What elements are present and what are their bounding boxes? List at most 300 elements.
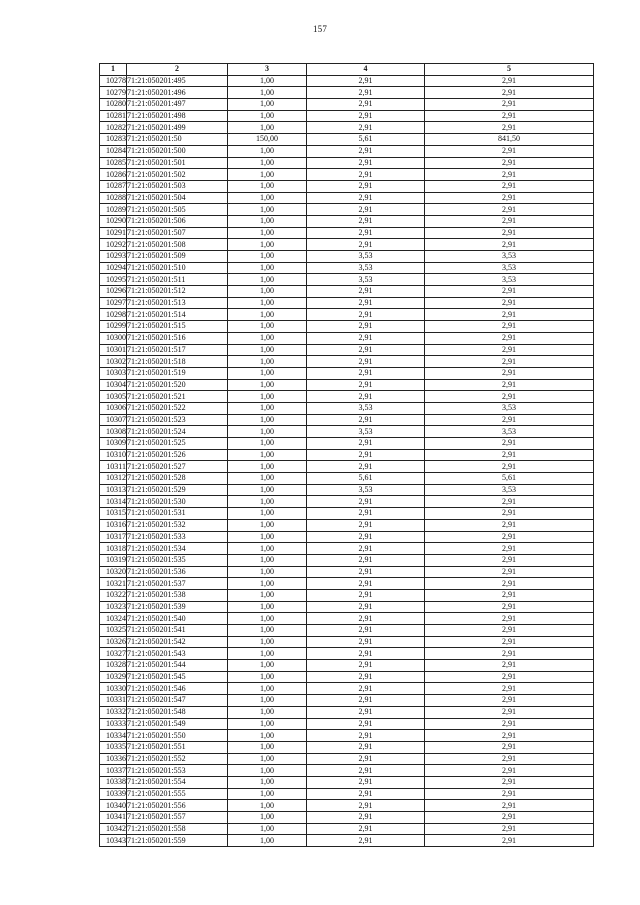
value-cell-3: 1,00 [228, 800, 307, 812]
value-cell-4: 2,91 [307, 765, 425, 777]
cadastral-number-cell: 71:21:050201:537 [127, 578, 228, 590]
value-cell-5: 2,91 [425, 438, 594, 450]
table-row [100, 262, 594, 274]
value-cell-5: 2,91 [425, 215, 594, 227]
cadastral-number-cell: 71:21:050201:525 [127, 438, 228, 450]
value-cell-5: 2,91 [425, 508, 594, 520]
value-cell-3: 1,00 [228, 367, 307, 379]
table-row [100, 402, 594, 414]
table-row [100, 461, 594, 473]
value-cell-5: 2,91 [425, 204, 594, 216]
value-cell-5: 2,91 [425, 648, 594, 660]
value-cell-4: 2,91 [307, 776, 425, 788]
row-number-cell: 10302 [100, 356, 127, 368]
table-row [100, 134, 594, 146]
cadastral-number-cell: 71:21:050201:546 [127, 683, 228, 695]
value-cell-5: 2,91 [425, 671, 594, 683]
value-cell-3: 1,00 [228, 636, 307, 648]
table-row [100, 683, 594, 695]
value-cell-5: 2,91 [425, 122, 594, 134]
table-row [100, 145, 594, 157]
value-cell-3: 1,00 [228, 122, 307, 134]
row-number-cell: 10298 [100, 309, 127, 321]
value-cell-4: 2,91 [307, 625, 425, 637]
table-row [100, 543, 594, 555]
row-number-cell: 10283 [100, 134, 127, 146]
value-cell-3: 1,00 [228, 75, 307, 87]
table-row [100, 823, 594, 835]
row-number-cell: 10334 [100, 730, 127, 742]
value-cell-4: 2,91 [307, 601, 425, 613]
cadastral-number-cell: 71:21:050201:533 [127, 531, 228, 543]
value-cell-5: 2,91 [425, 601, 594, 613]
cadastral-number-cell: 71:21:050201:550 [127, 730, 228, 742]
table-row [100, 531, 594, 543]
value-cell-4: 2,91 [307, 683, 425, 695]
value-cell-3: 1,00 [228, 531, 307, 543]
cadastral-number-cell: 71:21:050201:540 [127, 613, 228, 625]
row-number-cell: 10333 [100, 718, 127, 730]
row-number-cell: 10313 [100, 484, 127, 496]
row-number-cell: 10291 [100, 227, 127, 239]
value-cell-5: 2,91 [425, 776, 594, 788]
cadastral-number-cell: 71:21:050201:527 [127, 461, 228, 473]
value-cell-3: 1,00 [228, 426, 307, 438]
value-cell-4: 2,91 [307, 706, 425, 718]
row-number-cell: 10300 [100, 332, 127, 344]
row-number-cell: 10324 [100, 613, 127, 625]
value-cell-3: 1,00 [228, 356, 307, 368]
value-cell-3: 150,00 [228, 134, 307, 146]
value-cell-4: 2,91 [307, 531, 425, 543]
value-cell-3: 1,00 [228, 391, 307, 403]
value-cell-4: 2,91 [307, 648, 425, 660]
row-number-cell: 10332 [100, 706, 127, 718]
row-number-cell: 10343 [100, 835, 127, 847]
value-cell-3: 1,00 [228, 473, 307, 485]
value-cell-3: 1,00 [228, 519, 307, 531]
value-cell-3: 1,00 [228, 601, 307, 613]
value-cell-4: 2,91 [307, 788, 425, 800]
column-header: 1 [100, 64, 127, 76]
row-number-cell: 10328 [100, 660, 127, 672]
value-cell-5: 2,91 [425, 321, 594, 333]
row-number-cell: 10320 [100, 566, 127, 578]
value-cell-5: 2,91 [425, 788, 594, 800]
table-row [100, 636, 594, 648]
cadastral-number-cell: 71:21:050201:498 [127, 110, 228, 122]
value-cell-3: 1,00 [228, 239, 307, 251]
row-number-cell: 10311 [100, 461, 127, 473]
row-number-cell: 10318 [100, 543, 127, 555]
table-row [100, 367, 594, 379]
row-number-cell: 10287 [100, 180, 127, 192]
value-cell-5: 2,91 [425, 554, 594, 566]
cadastral-number-cell: 71:21:050201:505 [127, 204, 228, 216]
value-cell-5: 3,53 [425, 251, 594, 263]
value-cell-5: 2,91 [425, 531, 594, 543]
row-number-cell: 10296 [100, 286, 127, 298]
value-cell-5: 2,91 [425, 99, 594, 111]
value-cell-5: 2,91 [425, 578, 594, 590]
table-row [100, 730, 594, 742]
value-cell-4: 3,53 [307, 426, 425, 438]
value-cell-3: 1,00 [228, 297, 307, 309]
table-row [100, 449, 594, 461]
value-cell-5: 2,91 [425, 461, 594, 473]
table-row [100, 391, 594, 403]
value-cell-4: 2,91 [307, 753, 425, 765]
value-cell-4: 2,91 [307, 204, 425, 216]
value-cell-3: 1,00 [228, 215, 307, 227]
row-number-cell: 10329 [100, 671, 127, 683]
cadastral-number-cell: 71:21:050201:521 [127, 391, 228, 403]
value-cell-5: 2,91 [425, 145, 594, 157]
value-cell-4: 2,91 [307, 461, 425, 473]
table-row [100, 660, 594, 672]
value-cell-3: 1,00 [228, 788, 307, 800]
cadastral-number-cell: 71:21:050201:531 [127, 508, 228, 520]
table-row [100, 566, 594, 578]
value-cell-5: 3,53 [425, 262, 594, 274]
value-cell-4: 3,53 [307, 262, 425, 274]
value-cell-5: 2,91 [425, 496, 594, 508]
value-cell-5: 2,91 [425, 695, 594, 707]
cadastral-number-cell: 71:21:050201:541 [127, 625, 228, 637]
value-cell-4: 2,91 [307, 578, 425, 590]
value-cell-5: 2,91 [425, 391, 594, 403]
value-cell-4: 2,91 [307, 741, 425, 753]
table-row [100, 718, 594, 730]
value-cell-4: 2,91 [307, 215, 425, 227]
table-row [100, 765, 594, 777]
value-cell-3: 1,00 [228, 566, 307, 578]
table-row [100, 788, 594, 800]
cadastral-number-cell: 71:21:050201:555 [127, 788, 228, 800]
value-cell-4: 2,91 [307, 145, 425, 157]
value-cell-3: 1,00 [228, 695, 307, 707]
value-cell-3: 1,00 [228, 589, 307, 601]
column-header: 4 [307, 64, 425, 76]
table-row [100, 215, 594, 227]
row-number-cell: 10279 [100, 87, 127, 99]
cadastral-number-cell: 71:21:050201:519 [127, 367, 228, 379]
cadastral-number-cell: 71:21:050201:503 [127, 180, 228, 192]
row-number-cell: 10331 [100, 695, 127, 707]
value-cell-5: 3,53 [425, 274, 594, 286]
cadastral-number-cell: 71:21:050201:507 [127, 227, 228, 239]
value-cell-5: 2,91 [425, 239, 594, 251]
value-cell-3: 1,00 [228, 227, 307, 239]
table-row [100, 741, 594, 753]
value-cell-4: 2,91 [307, 508, 425, 520]
table-row [100, 753, 594, 765]
value-cell-5: 2,91 [425, 765, 594, 777]
value-cell-3: 1,00 [228, 286, 307, 298]
value-cell-5: 841,50 [425, 134, 594, 146]
value-cell-4: 2,91 [307, 438, 425, 450]
row-number-cell: 10342 [100, 823, 127, 835]
cadastral-number-cell: 71:21:050201:534 [127, 543, 228, 555]
value-cell-4: 2,91 [307, 180, 425, 192]
value-cell-3: 1,00 [228, 414, 307, 426]
table-row [100, 227, 594, 239]
cadastral-number-cell: 71:21:050201:539 [127, 601, 228, 613]
table-row [100, 554, 594, 566]
value-cell-4: 2,91 [307, 367, 425, 379]
cadastral-number-cell: 71:21:050201:558 [127, 823, 228, 835]
table-row [100, 601, 594, 613]
value-cell-4: 5,61 [307, 473, 425, 485]
value-cell-3: 1,00 [228, 578, 307, 590]
cadastral-number-cell: 71:21:050201:547 [127, 695, 228, 707]
row-number-cell: 10281 [100, 110, 127, 122]
table-row [100, 286, 594, 298]
value-cell-4: 2,91 [307, 566, 425, 578]
page-number: 157 [312, 24, 328, 34]
cadastral-number-cell: 71:21:050201:548 [127, 706, 228, 718]
value-cell-4: 2,91 [307, 414, 425, 426]
table-row [100, 484, 594, 496]
value-cell-4: 2,91 [307, 543, 425, 555]
value-cell-5: 2,91 [425, 589, 594, 601]
row-number-cell: 10316 [100, 519, 127, 531]
value-cell-5: 2,91 [425, 367, 594, 379]
cadastral-number-cell: 71:21:050201:520 [127, 379, 228, 391]
row-number-cell: 10337 [100, 765, 127, 777]
table-row [100, 332, 594, 344]
value-cell-5: 2,91 [425, 718, 594, 730]
value-cell-3: 1,00 [228, 262, 307, 274]
row-number-cell: 10327 [100, 648, 127, 660]
row-number-cell: 10340 [100, 800, 127, 812]
value-cell-4: 2,91 [307, 589, 425, 601]
cadastral-number-cell: 71:21:050201:511 [127, 274, 228, 286]
row-number-cell: 10293 [100, 251, 127, 263]
table-row [100, 75, 594, 87]
row-number-cell: 10336 [100, 753, 127, 765]
table-row [100, 251, 594, 263]
value-cell-3: 1,00 [228, 309, 307, 321]
table-row [100, 508, 594, 520]
cadastral-number-cell: 71:21:050201:556 [127, 800, 228, 812]
table-row [100, 835, 594, 847]
table-row [100, 180, 594, 192]
value-cell-3: 1,00 [228, 110, 307, 122]
cadastral-number-cell: 71:21:050201:524 [127, 426, 228, 438]
row-number-cell: 10338 [100, 776, 127, 788]
value-cell-3: 1,00 [228, 99, 307, 111]
cadastral-number-cell: 71:21:050201:499 [127, 122, 228, 134]
value-cell-3: 1,00 [228, 438, 307, 450]
value-cell-5: 2,91 [425, 169, 594, 181]
value-cell-4: 2,91 [307, 519, 425, 531]
row-number-cell: 10299 [100, 321, 127, 333]
value-cell-3: 1,00 [228, 145, 307, 157]
row-number-cell: 10326 [100, 636, 127, 648]
row-number-cell: 10284 [100, 145, 127, 157]
table-row [100, 110, 594, 122]
value-cell-4: 2,91 [307, 812, 425, 824]
value-cell-4: 2,91 [307, 636, 425, 648]
value-cell-3: 1,00 [228, 730, 307, 742]
table-row [100, 356, 594, 368]
row-number-cell: 10289 [100, 204, 127, 216]
value-cell-4: 2,91 [307, 823, 425, 835]
cadastral-number-cell: 71:21:050201:497 [127, 99, 228, 111]
cadastral-number-cell: 71:21:050201:508 [127, 239, 228, 251]
value-cell-3: 1,00 [228, 554, 307, 566]
table-row [100, 613, 594, 625]
table-row [100, 414, 594, 426]
value-cell-3: 1,00 [228, 765, 307, 777]
value-cell-4: 2,91 [307, 496, 425, 508]
value-cell-4: 2,91 [307, 99, 425, 111]
value-cell-5: 2,91 [425, 741, 594, 753]
table-row [100, 87, 594, 99]
value-cell-5: 2,91 [425, 566, 594, 578]
cadastral-number-cell: 71:21:050201:504 [127, 192, 228, 204]
cadastral-number-cell: 71:21:050201:510 [127, 262, 228, 274]
value-cell-4: 2,91 [307, 169, 425, 181]
row-number-cell: 10319 [100, 554, 127, 566]
table-row [100, 204, 594, 216]
cadastral-number-cell: 71:21:050201:543 [127, 648, 228, 660]
value-cell-3: 1,00 [228, 402, 307, 414]
value-cell-5: 2,91 [425, 636, 594, 648]
cadastral-number-cell: 71:21:050201:50 [127, 134, 228, 146]
cadastral-number-cell: 71:21:050201:554 [127, 776, 228, 788]
table-row [100, 274, 594, 286]
table-row [100, 192, 594, 204]
value-cell-5: 2,91 [425, 87, 594, 99]
value-cell-5: 2,91 [425, 414, 594, 426]
value-cell-5: 2,91 [425, 379, 594, 391]
cadastral-number-cell: 71:21:050201:545 [127, 671, 228, 683]
value-cell-5: 2,91 [425, 835, 594, 847]
cadastral-number-cell: 71:21:050201:518 [127, 356, 228, 368]
value-cell-3: 1,00 [228, 776, 307, 788]
value-cell-3: 1,00 [228, 449, 307, 461]
value-cell-3: 1,00 [228, 484, 307, 496]
value-cell-5: 2,91 [425, 812, 594, 824]
cadastral-number-cell: 71:21:050201:559 [127, 835, 228, 847]
value-cell-3: 1,00 [228, 543, 307, 555]
value-cell-4: 2,91 [307, 554, 425, 566]
table-row [100, 800, 594, 812]
value-cell-4: 2,91 [307, 122, 425, 134]
value-cell-5: 2,91 [425, 297, 594, 309]
cadastral-number-cell: 71:21:050201:514 [127, 309, 228, 321]
value-cell-4: 2,91 [307, 835, 425, 847]
cadastral-number-cell: 71:21:050201:544 [127, 660, 228, 672]
value-cell-5: 2,91 [425, 683, 594, 695]
row-number-cell: 10282 [100, 122, 127, 134]
cadastral-number-cell: 71:21:050201:517 [127, 344, 228, 356]
value-cell-3: 1,00 [228, 321, 307, 333]
cadastral-number-cell: 71:21:050201:526 [127, 449, 228, 461]
value-cell-3: 1,00 [228, 613, 307, 625]
value-cell-5: 3,53 [425, 402, 594, 414]
value-cell-4: 2,91 [307, 157, 425, 169]
table-row [100, 297, 594, 309]
row-number-cell: 10317 [100, 531, 127, 543]
value-cell-4: 2,91 [307, 321, 425, 333]
row-number-cell: 10335 [100, 741, 127, 753]
value-cell-4: 2,91 [307, 379, 425, 391]
table-row [100, 426, 594, 438]
row-number-cell: 10288 [100, 192, 127, 204]
value-cell-4: 2,91 [307, 800, 425, 812]
value-cell-4: 2,91 [307, 309, 425, 321]
table-row [100, 99, 594, 111]
cadastral-number-cell: 71:21:050201:536 [127, 566, 228, 578]
value-cell-4: 2,91 [307, 449, 425, 461]
value-cell-3: 1,00 [228, 157, 307, 169]
table-row [100, 122, 594, 134]
cadastral-number-cell: 71:21:050201:523 [127, 414, 228, 426]
value-cell-3: 1,00 [228, 344, 307, 356]
value-cell-3: 1,00 [228, 718, 307, 730]
value-cell-5: 2,91 [425, 157, 594, 169]
table-row [100, 309, 594, 321]
table-row [100, 473, 594, 485]
cadastral-number-cell: 71:21:050201:549 [127, 718, 228, 730]
value-cell-5: 2,91 [425, 753, 594, 765]
row-number-cell: 10310 [100, 449, 127, 461]
value-cell-5: 3,53 [425, 426, 594, 438]
row-number-cell: 10290 [100, 215, 127, 227]
row-number-cell: 10309 [100, 438, 127, 450]
table-row [100, 625, 594, 637]
table-body [100, 75, 594, 846]
cadastral-number-cell: 71:21:050201:506 [127, 215, 228, 227]
row-number-cell: 10301 [100, 344, 127, 356]
value-cell-4: 2,91 [307, 297, 425, 309]
table-row [100, 239, 594, 251]
value-cell-3: 1,00 [228, 379, 307, 391]
cadastral-number-cell: 71:21:050201:551 [127, 741, 228, 753]
row-number-cell: 10322 [100, 589, 127, 601]
row-number-cell: 10321 [100, 578, 127, 590]
data-table [99, 63, 594, 847]
value-cell-5: 2,91 [425, 227, 594, 239]
cadastral-number-cell: 71:21:050201:528 [127, 473, 228, 485]
row-number-cell: 10294 [100, 262, 127, 274]
value-cell-3: 1,00 [228, 648, 307, 660]
value-cell-5: 2,91 [425, 800, 594, 812]
value-cell-4: 5,61 [307, 134, 425, 146]
cadastral-number-cell: 71:21:050201:502 [127, 169, 228, 181]
table-row [100, 344, 594, 356]
value-cell-5: 2,91 [425, 706, 594, 718]
table-row [100, 671, 594, 683]
row-number-cell: 10315 [100, 508, 127, 520]
value-cell-4: 2,91 [307, 695, 425, 707]
value-cell-4: 2,91 [307, 344, 425, 356]
cadastral-number-cell: 71:21:050201:515 [127, 321, 228, 333]
cadastral-number-cell: 71:21:050201:496 [127, 87, 228, 99]
value-cell-4: 2,91 [307, 110, 425, 122]
value-cell-5: 2,91 [425, 625, 594, 637]
cadastral-number-cell: 71:21:050201:552 [127, 753, 228, 765]
value-cell-5: 2,91 [425, 660, 594, 672]
value-cell-5: 5,61 [425, 473, 594, 485]
value-cell-3: 1,00 [228, 671, 307, 683]
row-number-cell: 10325 [100, 625, 127, 637]
value-cell-4: 2,91 [307, 87, 425, 99]
value-cell-5: 2,91 [425, 356, 594, 368]
